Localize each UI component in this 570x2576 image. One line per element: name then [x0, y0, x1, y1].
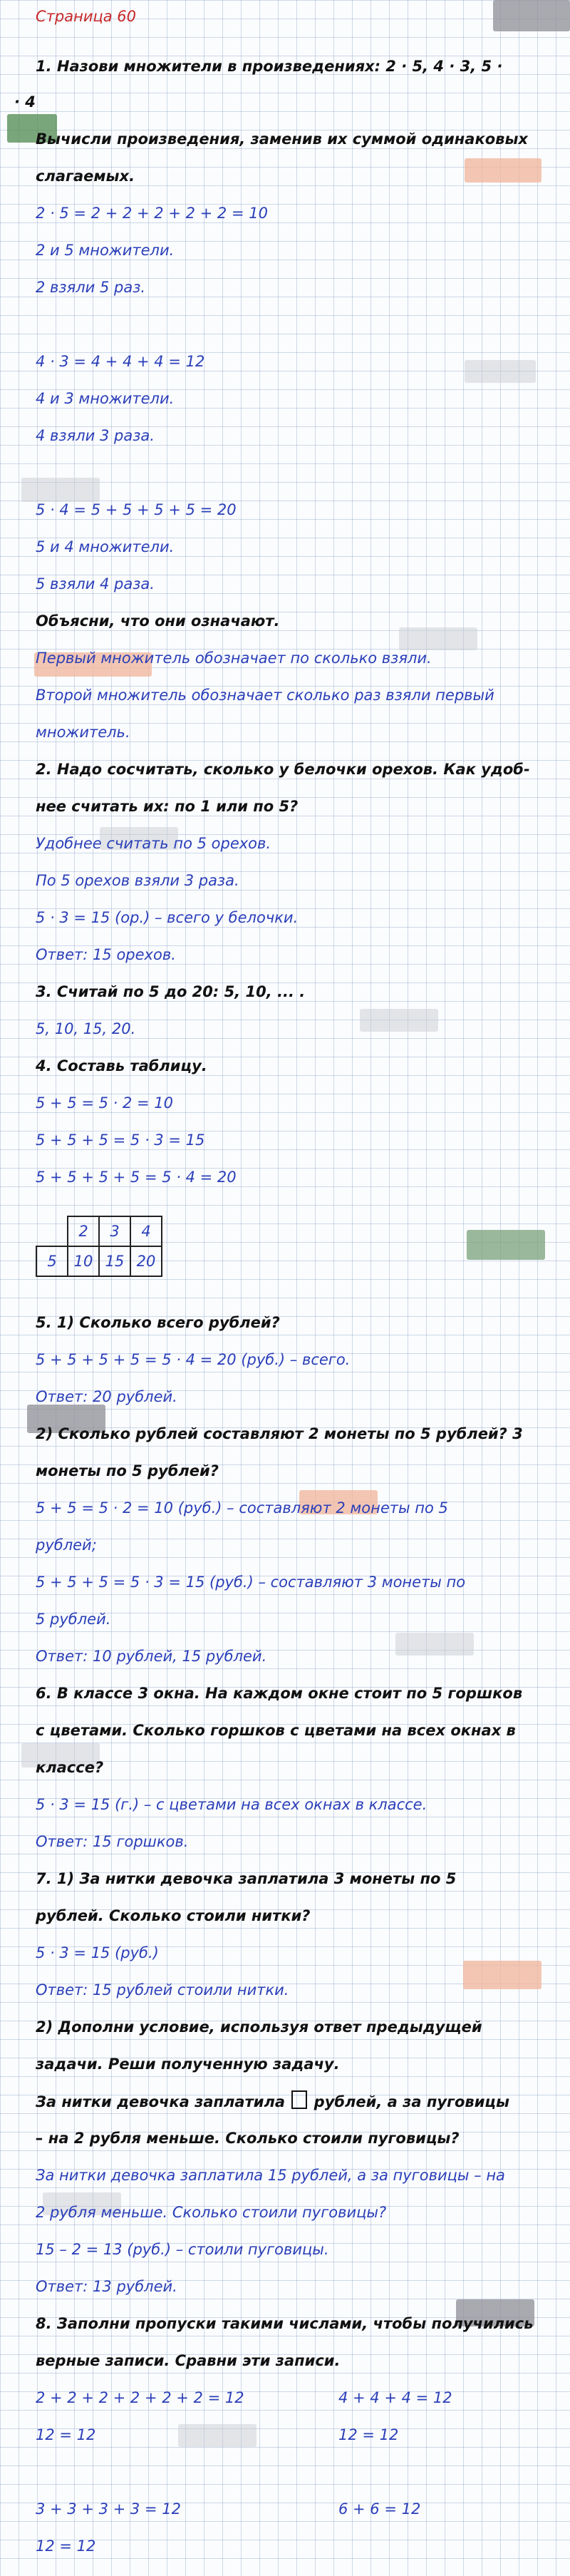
answer-line: Второй множитель обозначает сколько раз взяли первый [36, 687, 494, 704]
task-3-text: 3. Считай по 5 до 20: 5, 10, ... . [36, 983, 306, 1000]
task-4-text: 4. Составь таблицу. [36, 1057, 207, 1074]
table-cell: 5 [36, 1246, 68, 1276]
task-6-text: с цветами. Сколько горшков с цветами на всех окнах в [36, 1722, 516, 1739]
table-cell: 10 [68, 1246, 99, 1276]
answer-line: 6 + 6 = 12 [338, 2500, 421, 2518]
answer-line: 5 + 5 + 5 = 5 · 3 = 15 (руб.) – составляют 3 монеты по [36, 1574, 466, 1591]
answer-line: Ответ: 13 рублей. [36, 2278, 177, 2295]
watermark-block [21, 478, 100, 502]
answer-line: 5 + 5 = 5 · 2 = 10 [36, 1094, 174, 1112]
answer-line: Ответ: 15 рублей стоили нитки. [36, 1981, 289, 1998]
task-7-text: задачи. Реши полученную задачу. [36, 2056, 340, 2073]
blank-box [291, 2090, 307, 2109]
answer-line: 5 + 5 = 5 · 2 = 10 (руб.) – составляют 2 монеты по 5 [36, 1499, 448, 1517]
task-6-text: 6. В классе 3 окна. На каждом окне стоит по 5 горшков [36, 1685, 523, 1702]
answer-line: 12 = 12 [36, 2426, 96, 2443]
task-5-text: монеты по 5 рублей? [36, 1462, 219, 1479]
answer-line: По 5 орехов взяли 3 раза. [36, 872, 239, 889]
task-1-text: слагаемых. [36, 168, 135, 185]
answer-line: 2 рубля меньше. Сколько стоили пуговицы? [36, 2204, 387, 2221]
answer-line: За нитки девочка заплатила 15 рублей, а за пуговицы – на [36, 2167, 505, 2184]
task-6-text: классе? [36, 1759, 104, 1776]
answer-line: 2 и 5 множители. [36, 242, 175, 259]
answer-line: 3 + 3 + 3 + 3 = 12 [36, 2500, 181, 2518]
watermark-block [467, 1230, 545, 1260]
answer-line: 5 · 4 = 5 + 5 + 5 + 5 = 20 [36, 501, 237, 518]
answer-line: 4 и 3 множители. [36, 390, 175, 407]
answer-line: 5 + 5 + 5 + 5 = 5 · 4 = 20 [36, 1169, 237, 1186]
answer-line: 5, 10, 15, 20. [36, 1020, 136, 1037]
task-8-text: 8. Заполни пропуски такими числами, чтобы получились [36, 2315, 534, 2332]
table-cell: 15 [99, 1246, 130, 1276]
table-cell: 4 [130, 1216, 162, 1246]
table-cell [36, 1216, 68, 1246]
task-7-text: 2) Дополни условие, используя ответ предыдущей [36, 2018, 482, 2036]
answer-line: 2 + 2 + 2 + 2 + 2 + 2 = 12 [36, 2389, 244, 2406]
task-2-text: 2. Надо сосчитать, сколько у белочки орехов. Как удоб- [36, 761, 530, 778]
answer-line: Ответ: 10 рублей, 15 рублей. [36, 1648, 267, 1665]
table-cell: 2 [68, 1216, 99, 1246]
task-1-text: Вычисли произведения, заменив их суммой одинаковых [36, 130, 528, 148]
answer-line: 5 рублей. [36, 1611, 111, 1628]
answer-line: 5 взяли 4 раза. [36, 575, 155, 592]
task-8-text: верные записи. Сравни эти записи. [36, 2352, 341, 2369]
answer-line: 5 · 3 = 15 (ор.) – всего у белочки. [36, 909, 299, 926]
answer-line: 5 и 4 множители. [36, 538, 175, 555]
task-7-text: рублей. Сколько стоили нитки? [36, 1907, 311, 1924]
task-5-text: 2) Сколько рублей составляют 2 монеты по 5 рублей? 3 [36, 1425, 523, 1442]
watermark-block [178, 2424, 256, 2447]
task-text: Объясни, что они означают. [36, 612, 280, 630]
task-2-text: нее считать их: по 1 или по 5? [36, 798, 299, 815]
page-title: Страница 60 [36, 8, 137, 25]
answer-line: 15 – 2 = 13 (руб.) – стоили пуговицы. [36, 2241, 329, 2258]
answer-line: 12 = 12 [338, 2426, 399, 2443]
answer-line: Ответ: 15 горшков. [36, 1833, 189, 1850]
answer-line: множитель. [36, 724, 130, 741]
answer-line: 5 + 5 + 5 + 5 = 5 · 4 = 20 (руб.) – всего. [36, 1351, 351, 1368]
answer-line: 4 взяли 3 раза. [36, 427, 155, 444]
table-row [36, 1246, 162, 1276]
task-7-text-part: За нитки девочка заплатила [36, 2093, 286, 2110]
task-1-text: · 4 [14, 93, 36, 111]
answer-line: рублей; [36, 1536, 97, 1554]
answer-line: 4 + 4 + 4 = 12 [338, 2389, 452, 2406]
table-cell: 20 [130, 1246, 162, 1276]
table-cell: 3 [99, 1216, 130, 1246]
answer-line: 5 · 3 = 15 (г.) – с цветами на всех окнах в классе. [36, 1796, 428, 1813]
answer-line: Удобнее считать по 5 орехов. [36, 835, 271, 852]
answer-line: 4 · 3 = 4 + 4 + 4 = 12 [36, 353, 205, 370]
answer-line: Ответ: 15 орехов. [36, 946, 176, 963]
task-7-text [36, 2090, 549, 2113]
answer-line: 5 · 3 = 15 (руб.) [36, 1944, 159, 1961]
answer-line: Ответ: 20 рублей. [36, 1388, 177, 1405]
task-5-text: 5. 1) Сколько всего рублей? [36, 1314, 280, 1331]
answer-line: 12 = 12 [36, 2537, 96, 2555]
answer-line: 5 + 5 + 5 = 5 · 3 = 15 [36, 1132, 205, 1149]
task-7-text: 7. 1) За нитки девочка заплатила 3 монеты по 5 [36, 1870, 457, 1887]
multiplication-table [36, 1216, 162, 1277]
answer-line: Первый множитель обозначает по сколько взяли. [36, 650, 432, 667]
answer-line: 2 взяли 5 раз. [36, 279, 146, 296]
task-7-text-part: рублей, а за пуговицы [314, 2093, 509, 2110]
answer-line: 2 · 5 = 2 + 2 + 2 + 2 + 2 = 10 [36, 205, 268, 222]
table-row [36, 1216, 162, 1246]
task-1-text: 1. Назови множители в произведениях: 2 · 5, 4 · 3, 5 · [36, 58, 503, 75]
task-7-text: – на 2 рубля меньше. Сколько стоили пуговицы? [36, 2130, 460, 2147]
